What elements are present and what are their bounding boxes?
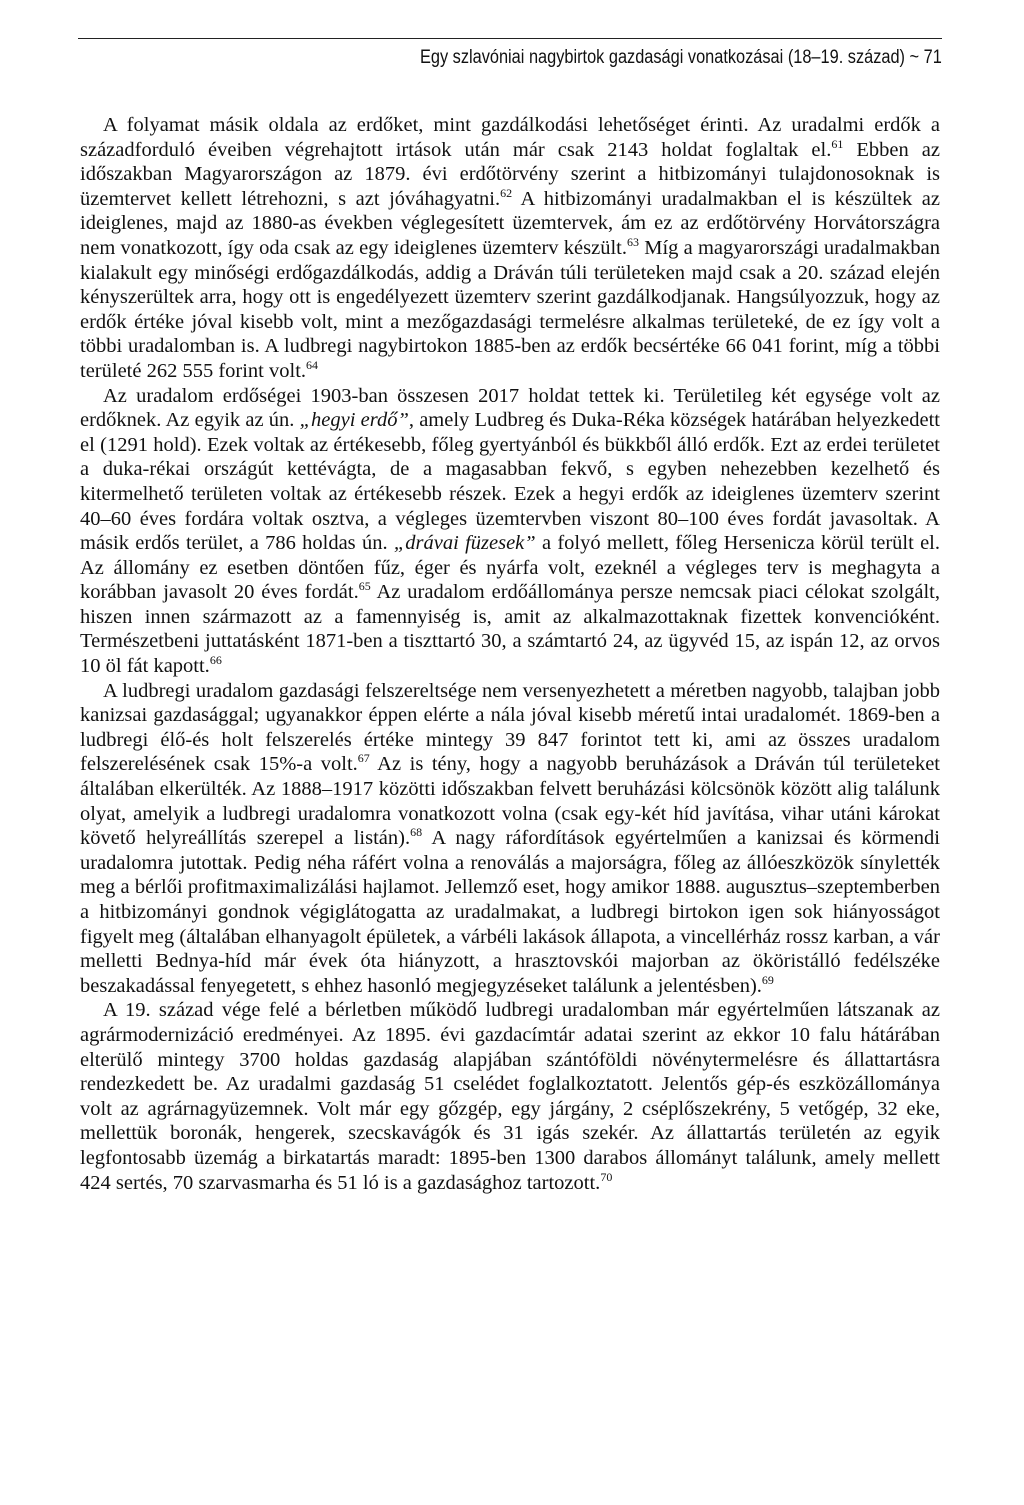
footnote-marker: 70 <box>600 1169 613 1184</box>
footnote-marker: 66 <box>209 653 222 668</box>
paragraph <box>80 998 940 1195</box>
text-run: A 19. század vége felé a bérletben működő ludbregi uradalomban már egyértelműen látszanak az agrármodernizáció eredményei. Az 1895. évi gazdacímtár adatai szerint az ekkor 10 falu hátárában elterülő mintegy 3700 holdas gazdaság alapjában szántóföldi növénytermelésre és állattartásra rendezkedett be. Az uradalmi gazdaság 51 cselédet foglalkoztatott. Jelentős gép-és eszközállománya volt az agrárnagyüzemnek. Volt már egy gőzgép, egy járgány, 2 cséplőszekrény, 5 vetőgép, 32 eke, mellettük boronák, hengerek, szecskavágók és 31 igás szekér. Az állattartás területén az egyik legfontosabb üzemág a birkatartás maradt: 1895-ben 1300 darabos állományt találunk, amely mellett 424 sertés, 70 szarvasmarha és 51 ló is a gazdasághoz tartozott. <box>80 999 940 1194</box>
footnote-marker: 67 <box>357 751 370 766</box>
italic-term: „hegyi erdő” <box>299 409 409 432</box>
text-run: Az uradalom erdőállománya persze nemcsak piaci célokat szolgált, hiszen innen származott az a famennyiség is, amit az alkalmazottaknak fizettek konvencióként. Természetbeni juttatásként 1871-ben a tiszttartó 30, a számtartó 24, az ügyvéd 15, az ispán 12, az orvos 10 öl fát kapott. <box>80 581 940 678</box>
paragraph <box>80 384 940 679</box>
text-run: A hitbizományi uradalmakban el is készültek az ideiglenes, majd az 1880-as években véglegesített üzemtervek, ám ez az erdőtörvény Horvátországra nem vonatkozott, így oda csak az egy ideiglenes üzemterv készült. <box>80 187 940 259</box>
text-run: A folyamat másik oldala az erdőket, mint gazdálkodási lehetőséget érinti. Az uradalmi erdők a századforduló éveiben végrehajtott irtások után már csak 2143 holdat foglaltak el. <box>80 114 940 161</box>
paragraph <box>80 113 940 384</box>
footnote-marker: 68 <box>410 825 423 840</box>
paragraph <box>80 679 940 999</box>
text-run: , amely Ludbreg és Duka-Réka községek határában helyezkedett el (1291 hold). Ezek voltak az értékesebb, főleg gyertyánból és bükkből álló erdők. Ezt az erdei területet a duka-rékai országút kettévágta, de a magasabban fekvő, s egyben nehezebben kezelhető és kitermelhető területen voltak az értékesebb részek. Ezek a hegyi erdők az ideiglenes üzemterv szerint 40–60 éves fordára voltak osztva, a végleges üzemtervben viszont 80–100 éves fordát javasoltak. A másik erdős terület, a 786 holdas ún. <box>80 409 940 555</box>
footnote-marker: 65 <box>358 579 371 594</box>
footnote-marker: 63 <box>626 234 639 249</box>
footnote-marker: 62 <box>500 185 513 200</box>
footnote-marker: 64 <box>306 357 319 372</box>
text-run: A nagy ráfordítások egyértelműen a kanizsai és körmendi uradalomra jutottak. Pedig néha ráfért volna a renoválás a majorságra, főleg az állóeszközök sínylették meg a bérlői profitmaximalizálási hajlamot. Jellemző eset, hogy amikor 1888. augusztus–szeptemberben a hitbizományi gondnok végiglátogatta az uradalmakat, a ludbregi birtokon igen sok hiányosságot figyelt meg (általában elhanyagolt épületek, a várbéli lakások állapota, a vincellérház rossz karban, a vár melletti Bednya-híd már évek óta hiányzott, a hrasztovskói majorban az ököristálló fedélszéke beszakadással fenyegetett, s ehhez hasonló megjegyzéseket találunk a jelentésben). <box>80 827 940 997</box>
text-run: A ludbregi uradalom gazdasági felszereltsége nem versenyezhetett a méretben nagyobb, talajban jobb kanizsai gazdasággal; ugyanakkor éppen elérte a nála jóval kisebb méretű intai uradalomét. 1869-ben a ludbregi élő-és holt felszerelés értéke mintegy 39 847 forintot tett ki, ami az összes uradalom felszerelésének csak 15%-a volt. <box>80 679 940 776</box>
text-run: Míg a magyarországi uradalmakban kialakult egy minőségi erdőgazdálkodás, addig a Dráván túli területeken majd csak a 20. század elején kényszerültek arra, hogy ott is engedélyezett üzemterv szerint gazdálkodjanak. Hangsúlyozzuk, hogy az erdők értéke jóval kisebb volt, mint a mezőgazdasági termelésre alkalmas területeké, de ez így volt a többi uradalomban is. A ludbregi nagybirtokon 1885-ben az erdők becsértéke 66 041 forint, míg a többi területé 262 555 forint volt. <box>80 236 940 382</box>
footnote-marker: 69 <box>761 972 774 987</box>
footnote-marker: 61 <box>831 136 844 151</box>
running-head: Egy szlavóniai nagybirtok gazdasági vonatkozásai (18–19. század) ~ 71 <box>420 47 942 68</box>
page-header <box>78 38 942 73</box>
text-run: Az uradalom erdőségei 1903-ban összesen 2017 holdat tettek ki. Területileg két egysége volt az erdőknek. Az egyik az ún. <box>80 384 940 432</box>
text-run: Ebben az időszakban Magyarországon az 1879. évi erdőtörvény szerint a hitbizományi tulajdonosoknak is üzemtervet kellett létrehozni, s azt jóváhagyatni. <box>80 138 940 210</box>
italic-term: „drávai füzesek” <box>393 532 536 555</box>
text-run: Az is tény, hogy a nagyobb beruházások a Dráván túl területeket általában elkerülték. Az 1888–1917 közötti időszakban felvett beruházási kölcsönök között alig találunk olyat, amelyik a ludbregi uradalomra vonatkozott volna (csak egy-két híd javítása, vihar utáni károkat követő helyreállítás szerepel a listán). <box>80 753 940 850</box>
body-text <box>80 113 940 1195</box>
text-run: a folyó mellett, főleg Hersenicza körül terült el. Az állomány ez esetben döntően fűz, éger és nyárfa volt, ezeknél a végleges terv is meghagyta a korábban javasolt 20 éves fordát. <box>80 532 940 604</box>
